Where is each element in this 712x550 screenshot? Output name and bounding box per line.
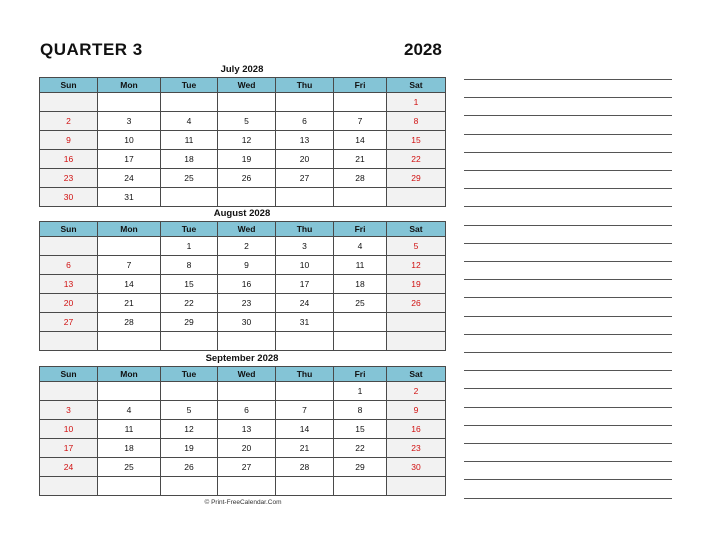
day-cell: 22 xyxy=(161,294,218,313)
day-cell: 26 xyxy=(161,458,218,477)
weekday-header-row xyxy=(40,222,446,237)
week-row xyxy=(40,439,446,458)
day-cell: 4 xyxy=(161,112,218,131)
weekday-header-row xyxy=(40,78,446,93)
week-row xyxy=(40,188,446,207)
day-cell xyxy=(98,237,161,256)
day-cell: 28 xyxy=(98,313,161,332)
note-line xyxy=(464,370,672,371)
page-title: QUARTER 3 xyxy=(40,40,143,59)
day-cell: 6 xyxy=(40,256,98,275)
day-cell: 21 xyxy=(276,439,334,458)
day-cell xyxy=(161,188,218,207)
day-cell: 30 xyxy=(218,313,276,332)
day-cell: 19 xyxy=(161,439,218,458)
day-cell xyxy=(387,477,446,496)
week-row xyxy=(40,275,446,294)
day-cell: 13 xyxy=(218,420,276,439)
day-cell: 4 xyxy=(98,401,161,420)
day-cell: 8 xyxy=(161,256,218,275)
weekday-header: Tue xyxy=(161,367,218,382)
day-cell: 25 xyxy=(98,458,161,477)
day-cell: 7 xyxy=(98,256,161,275)
day-cell: 20 xyxy=(276,150,334,169)
note-line xyxy=(464,388,672,389)
week-row xyxy=(40,420,446,439)
day-cell xyxy=(40,332,98,351)
day-cell: 26 xyxy=(218,169,276,188)
day-cell: 9 xyxy=(40,131,98,150)
day-cell: 7 xyxy=(334,112,387,131)
day-cell: 23 xyxy=(40,169,98,188)
weekday-header: Thu xyxy=(276,367,334,382)
day-cell: 5 xyxy=(218,112,276,131)
day-cell xyxy=(334,477,387,496)
week-row xyxy=(40,131,446,150)
day-cell: 9 xyxy=(218,256,276,275)
day-cell xyxy=(218,477,276,496)
note-line xyxy=(464,97,672,98)
day-cell xyxy=(334,332,387,351)
day-cell: 16 xyxy=(40,150,98,169)
day-cell: 5 xyxy=(387,237,446,256)
note-line xyxy=(464,279,672,280)
weekday-header: Fri xyxy=(334,367,387,382)
weekday-header: Fri xyxy=(334,222,387,237)
day-cell: 18 xyxy=(161,150,218,169)
weekday-header: Sun xyxy=(40,78,98,93)
week-row xyxy=(40,256,446,275)
note-line xyxy=(464,443,672,444)
day-cell: 15 xyxy=(161,275,218,294)
day-cell: 24 xyxy=(276,294,334,313)
day-cell: 8 xyxy=(387,112,446,131)
day-cell: 13 xyxy=(40,275,98,294)
note-line xyxy=(464,352,672,353)
day-cell xyxy=(161,93,218,112)
day-cell: 18 xyxy=(98,439,161,458)
day-cell: 12 xyxy=(161,420,218,439)
month-title: July 2028 xyxy=(220,64,264,75)
week-row xyxy=(40,401,446,420)
day-cell: 1 xyxy=(387,93,446,112)
day-cell xyxy=(40,237,98,256)
month-title: September 2028 xyxy=(205,353,279,364)
day-cell: 8 xyxy=(334,401,387,420)
day-cell: 22 xyxy=(387,150,446,169)
day-cell: 24 xyxy=(40,458,98,477)
day-cell xyxy=(276,188,334,207)
day-cell: 26 xyxy=(387,294,446,313)
day-cell xyxy=(218,188,276,207)
week-row xyxy=(40,458,446,477)
week-row xyxy=(40,294,446,313)
weekday-header: Sat xyxy=(387,367,446,382)
day-cell: 11 xyxy=(98,420,161,439)
day-cell xyxy=(387,313,446,332)
day-cell: 30 xyxy=(387,458,446,477)
day-cell: 11 xyxy=(334,256,387,275)
weekday-header: Mon xyxy=(98,78,161,93)
note-line xyxy=(464,316,672,317)
note-line xyxy=(464,79,672,80)
day-cell: 25 xyxy=(334,294,387,313)
day-cell xyxy=(98,332,161,351)
day-cell: 15 xyxy=(334,420,387,439)
day-cell: 20 xyxy=(40,294,98,313)
day-cell xyxy=(276,93,334,112)
day-cell: 10 xyxy=(40,420,98,439)
weekday-header: Tue xyxy=(161,222,218,237)
day-cell: 6 xyxy=(276,112,334,131)
day-cell: 20 xyxy=(218,439,276,458)
day-cell xyxy=(161,382,218,401)
page-year: 2028 xyxy=(404,40,442,59)
note-line xyxy=(464,479,672,480)
day-cell xyxy=(40,477,98,496)
day-cell: 28 xyxy=(276,458,334,477)
day-cell xyxy=(40,93,98,112)
month-grid xyxy=(39,366,446,496)
day-cell xyxy=(98,382,161,401)
week-row xyxy=(40,93,446,112)
week-row xyxy=(40,237,446,256)
day-cell: 19 xyxy=(218,150,276,169)
weekday-header: Fri xyxy=(334,78,387,93)
note-line xyxy=(464,188,672,189)
day-cell: 13 xyxy=(276,131,334,150)
day-cell xyxy=(387,332,446,351)
day-cell: 10 xyxy=(276,256,334,275)
day-cell: 7 xyxy=(276,401,334,420)
note-line xyxy=(464,334,672,335)
day-cell: 24 xyxy=(98,169,161,188)
day-cell: 12 xyxy=(387,256,446,275)
week-row xyxy=(40,313,446,332)
day-cell xyxy=(334,93,387,112)
weekday-header: Wed xyxy=(218,367,276,382)
note-line xyxy=(464,425,672,426)
day-cell: 31 xyxy=(276,313,334,332)
day-cell xyxy=(387,188,446,207)
weekday-header: Thu xyxy=(276,78,334,93)
note-line xyxy=(464,498,672,499)
month-grid xyxy=(39,221,446,351)
note-line xyxy=(464,206,672,207)
month-calendar xyxy=(39,352,445,496)
weekday-header: Mon xyxy=(98,222,161,237)
day-cell: 28 xyxy=(334,169,387,188)
day-cell xyxy=(161,332,218,351)
day-cell: 1 xyxy=(161,237,218,256)
note-line xyxy=(464,297,672,298)
day-cell: 21 xyxy=(334,150,387,169)
day-cell: 14 xyxy=(98,275,161,294)
day-cell: 5 xyxy=(161,401,218,420)
day-cell: 23 xyxy=(218,294,276,313)
note-line xyxy=(464,134,672,135)
week-row xyxy=(40,150,446,169)
week-row xyxy=(40,169,446,188)
footer-credit: © Print-FreeCalendar.Com xyxy=(204,499,282,506)
day-cell: 27 xyxy=(276,169,334,188)
note-line xyxy=(464,115,672,116)
weekday-header: Wed xyxy=(218,78,276,93)
day-cell xyxy=(276,382,334,401)
day-cell: 27 xyxy=(218,458,276,477)
note-line xyxy=(464,407,672,408)
weekday-header: Sat xyxy=(387,222,446,237)
day-cell: 10 xyxy=(98,131,161,150)
day-cell xyxy=(276,332,334,351)
note-line xyxy=(464,225,672,226)
weekday-header-row xyxy=(40,367,446,382)
weekday-header: Sat xyxy=(387,78,446,93)
week-row xyxy=(40,477,446,496)
weekday-header: Thu xyxy=(276,222,334,237)
day-cell: 2 xyxy=(387,382,446,401)
note-line xyxy=(464,461,672,462)
day-cell: 14 xyxy=(276,420,334,439)
day-cell: 22 xyxy=(334,439,387,458)
day-cell: 11 xyxy=(161,131,218,150)
day-cell xyxy=(276,477,334,496)
day-cell: 2 xyxy=(40,112,98,131)
note-line xyxy=(464,261,672,262)
day-cell xyxy=(218,382,276,401)
day-cell: 31 xyxy=(98,188,161,207)
day-cell: 16 xyxy=(218,275,276,294)
weekday-header: Sun xyxy=(40,367,98,382)
day-cell: 15 xyxy=(387,131,446,150)
weekday-header: Wed xyxy=(218,222,276,237)
day-cell xyxy=(218,93,276,112)
day-cell: 25 xyxy=(161,169,218,188)
day-cell xyxy=(161,477,218,496)
week-row xyxy=(40,332,446,351)
day-cell xyxy=(334,188,387,207)
day-cell: 17 xyxy=(276,275,334,294)
day-cell: 3 xyxy=(276,237,334,256)
day-cell: 9 xyxy=(387,401,446,420)
day-cell: 2 xyxy=(218,237,276,256)
day-cell: 3 xyxy=(98,112,161,131)
month-grid xyxy=(39,77,446,207)
day-cell: 3 xyxy=(40,401,98,420)
day-cell: 27 xyxy=(40,313,98,332)
weekday-header: Sun xyxy=(40,222,98,237)
day-cell: 17 xyxy=(40,439,98,458)
month-calendar xyxy=(39,63,445,207)
day-cell: 12 xyxy=(218,131,276,150)
weekday-header: Tue xyxy=(161,78,218,93)
day-cell: 29 xyxy=(334,458,387,477)
day-cell: 16 xyxy=(387,420,446,439)
note-line xyxy=(464,243,672,244)
day-cell: 29 xyxy=(387,169,446,188)
day-cell: 29 xyxy=(161,313,218,332)
month-calendar xyxy=(39,207,445,351)
day-cell xyxy=(334,313,387,332)
day-cell: 14 xyxy=(334,131,387,150)
day-cell: 1 xyxy=(334,382,387,401)
day-cell xyxy=(218,332,276,351)
month-title: August 2028 xyxy=(213,208,271,219)
day-cell: 17 xyxy=(98,150,161,169)
day-cell: 23 xyxy=(387,439,446,458)
day-cell: 6 xyxy=(218,401,276,420)
week-row xyxy=(40,382,446,401)
week-row xyxy=(40,112,446,131)
weekday-header: Mon xyxy=(98,367,161,382)
day-cell: 21 xyxy=(98,294,161,313)
day-cell xyxy=(98,93,161,112)
note-line xyxy=(464,170,672,171)
day-cell xyxy=(40,382,98,401)
day-cell: 19 xyxy=(387,275,446,294)
day-cell: 4 xyxy=(334,237,387,256)
day-cell: 30 xyxy=(40,188,98,207)
day-cell xyxy=(98,477,161,496)
day-cell: 18 xyxy=(334,275,387,294)
note-line xyxy=(464,152,672,153)
